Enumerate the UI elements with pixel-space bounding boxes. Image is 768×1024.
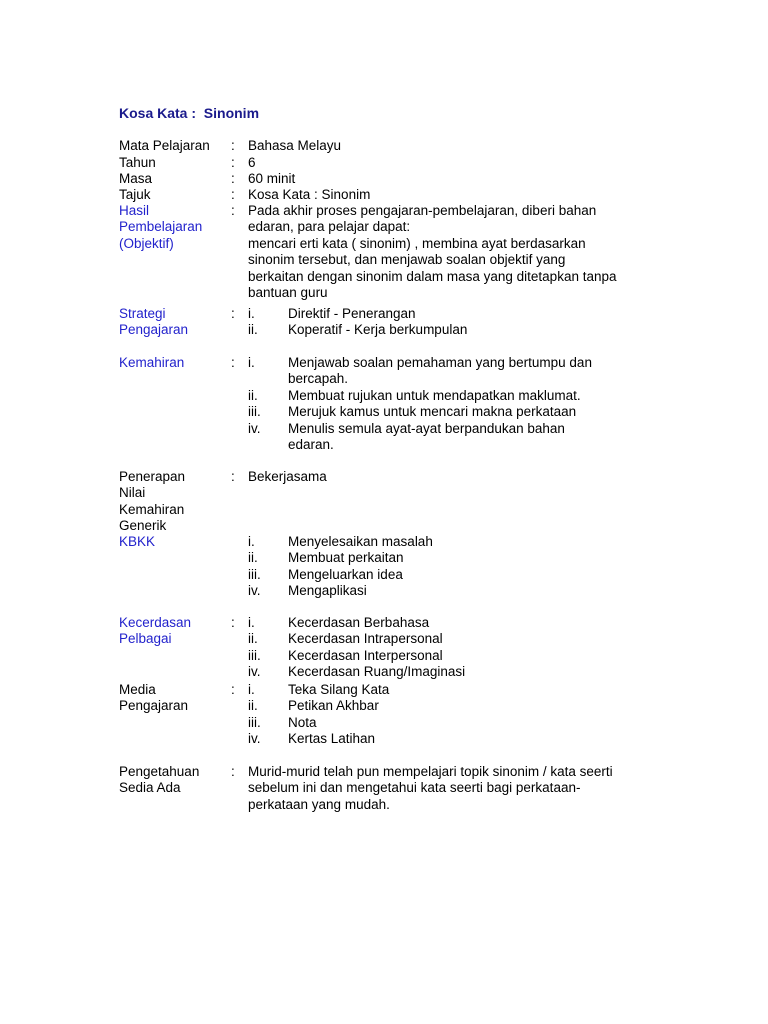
label-line: Pembelajaran <box>119 219 203 235</box>
label-line: Sedia Ada <box>119 780 181 796</box>
item-number: ii. <box>248 387 258 403</box>
list-item <box>248 631 648 647</box>
item-number: iii. <box>248 647 261 663</box>
list-item <box>248 306 648 322</box>
item-text: Membuat rujukan untuk mendapatkan maklumat. <box>288 387 581 403</box>
list-item <box>248 698 648 714</box>
colon: : <box>231 355 235 370</box>
list-kemahiran <box>248 355 648 453</box>
value-tahun: 6 <box>248 154 256 170</box>
label-line: Kecerdasan <box>119 615 192 630</box>
colon: : <box>231 138 235 153</box>
label-line: Pengetahuan <box>119 764 200 779</box>
text-line: Pada akhir proses pengajaran-pembelajaran, diberi bahan <box>248 203 597 218</box>
list-strategi <box>248 306 648 339</box>
list-item <box>248 388 648 404</box>
list-item <box>248 715 648 731</box>
label-strategi-pengajaran <box>119 306 227 339</box>
list-item <box>248 648 648 664</box>
label-tajuk: Tajuk <box>119 186 151 202</box>
label-media-pengajaran <box>119 682 227 715</box>
list-item <box>248 550 648 566</box>
colon: : <box>231 186 235 202</box>
item-text: Kecerdasan Ruang/Imaginasi <box>288 664 466 680</box>
item-number: iv. <box>248 420 261 436</box>
label-tahun: Tahun <box>119 154 156 170</box>
colon: : <box>231 154 235 170</box>
list-item <box>248 421 648 454</box>
item-text: Kecerdasan Interpersonal <box>288 647 443 663</box>
colon: : <box>231 469 235 484</box>
value-hasil-pembelajaran <box>248 203 638 301</box>
item-text: Kertas Latihan <box>288 731 376 747</box>
list-kbkk <box>248 534 648 600</box>
label-pengetahuan-sedia-ada <box>119 764 227 797</box>
item-number: iv. <box>248 583 261 599</box>
label-line: Media <box>119 682 156 697</box>
label-line: (Objektif) <box>119 235 174 251</box>
list-item <box>248 404 648 420</box>
item-text: Petikan Akhbar <box>288 698 379 714</box>
item-text: Menyelesaikan masalah <box>288 534 433 549</box>
label-penerapan-nilai <box>119 469 227 535</box>
value-penerapan-nilai: Bekerjasama <box>248 469 327 484</box>
item-text: Mengeluarkan idea <box>288 566 403 582</box>
list-kecerdasan <box>248 615 648 681</box>
colon: : <box>231 615 235 630</box>
label-line: Nilai <box>119 485 146 501</box>
label-line: Kemahiran <box>119 501 185 517</box>
item-number: i. <box>248 615 255 630</box>
item-text: Menulis semula ayat-ayat berpandukan bahan edaran. <box>288 420 565 453</box>
label-line: Pelbagai <box>119 631 172 647</box>
page-title: Kosa Kata : Sinonim <box>119 105 260 121</box>
label-line: Generik <box>119 518 167 534</box>
item-number: i. <box>248 355 255 370</box>
item-number: i. <box>248 534 255 549</box>
item-text: Nota <box>288 714 317 730</box>
item-text: Direktif - Penerangan <box>288 306 416 321</box>
label-line: Penerapan <box>119 469 186 484</box>
item-number: iv. <box>248 731 261 747</box>
item-number: ii. <box>248 698 258 714</box>
list-item <box>248 664 648 680</box>
colon: : <box>231 170 235 186</box>
value-mata-pelajaran: Bahasa Melayu <box>248 138 342 153</box>
item-text: Teka Silang Kata <box>288 682 390 697</box>
colon: : <box>231 764 235 779</box>
text-line: bantuan guru <box>248 285 328 301</box>
colon: : <box>231 306 235 321</box>
text-line: mencari erti kata ( sinonim) , membina ayat berdasarkan <box>248 235 586 251</box>
label-line: Pengajaran <box>119 322 189 338</box>
text-line: edaran, para pelajar dapat: <box>248 219 411 235</box>
label-kbkk: KBKK <box>119 534 156 549</box>
list-item <box>248 355 648 388</box>
label-line: Hasil <box>119 203 150 218</box>
label-hasil-pembelajaran <box>119 203 227 252</box>
label-kemahiran: Kemahiran <box>119 355 185 370</box>
item-text: Merujuk kamus untuk mencari makna perkataan <box>288 404 577 420</box>
list-item <box>248 731 648 747</box>
item-text: Koperatif - Kerja berkumpulan <box>288 322 468 338</box>
item-number: i. <box>248 306 255 321</box>
colon: : <box>231 682 235 697</box>
text-line: perkataan yang mudah. <box>248 796 390 812</box>
item-number: iii. <box>248 714 261 730</box>
list-item <box>248 567 648 583</box>
text-line: sebelum ini dan mengetahui kata seerti bagi perkataan- <box>248 780 581 796</box>
label-masa: Masa <box>119 170 153 186</box>
list-media <box>248 682 648 748</box>
value-tajuk: Kosa Kata : Sinonim <box>248 186 371 202</box>
list-item <box>248 534 648 550</box>
text-line: berkaitan dengan sinonim dalam masa yang ditetapkan tanpa <box>248 268 617 284</box>
label-mata-pelajaran: Mata Pelajaran <box>119 138 210 153</box>
item-number: iv. <box>248 664 261 680</box>
text-line: sinonim tersebut, dan menjawab soalan objektif yang <box>248 252 566 268</box>
item-number: ii. <box>248 550 258 566</box>
label-line: Pengajaran <box>119 698 189 714</box>
label-line: Strategi <box>119 306 166 321</box>
item-number: ii. <box>248 631 258 647</box>
colon: : <box>231 203 235 218</box>
item-number: iii. <box>248 404 261 420</box>
list-item <box>248 322 648 338</box>
text-line: Murid-murid telah pun mempelajari topik sinonim / kata seerti <box>248 764 613 779</box>
value-masa: 60 minit <box>248 170 296 186</box>
item-text: Kecerdasan Berbahasa <box>288 615 430 630</box>
list-item <box>248 682 648 698</box>
list-item <box>248 583 648 599</box>
item-text: Mengaplikasi <box>288 583 367 599</box>
item-number: i. <box>248 682 255 697</box>
item-text: Kecerdasan Intrapersonal <box>288 631 443 647</box>
item-number: iii. <box>248 566 261 582</box>
label-kecerdasan-pelbagai <box>119 615 227 648</box>
item-text: Membuat perkaitan <box>288 550 404 566</box>
item-number: ii. <box>248 322 258 338</box>
item-text: Menjawab soalan pemahaman yang bertumpu dan bercapah. <box>288 355 592 387</box>
list-item <box>248 615 648 631</box>
value-pengetahuan-sedia-ada <box>248 764 638 813</box>
